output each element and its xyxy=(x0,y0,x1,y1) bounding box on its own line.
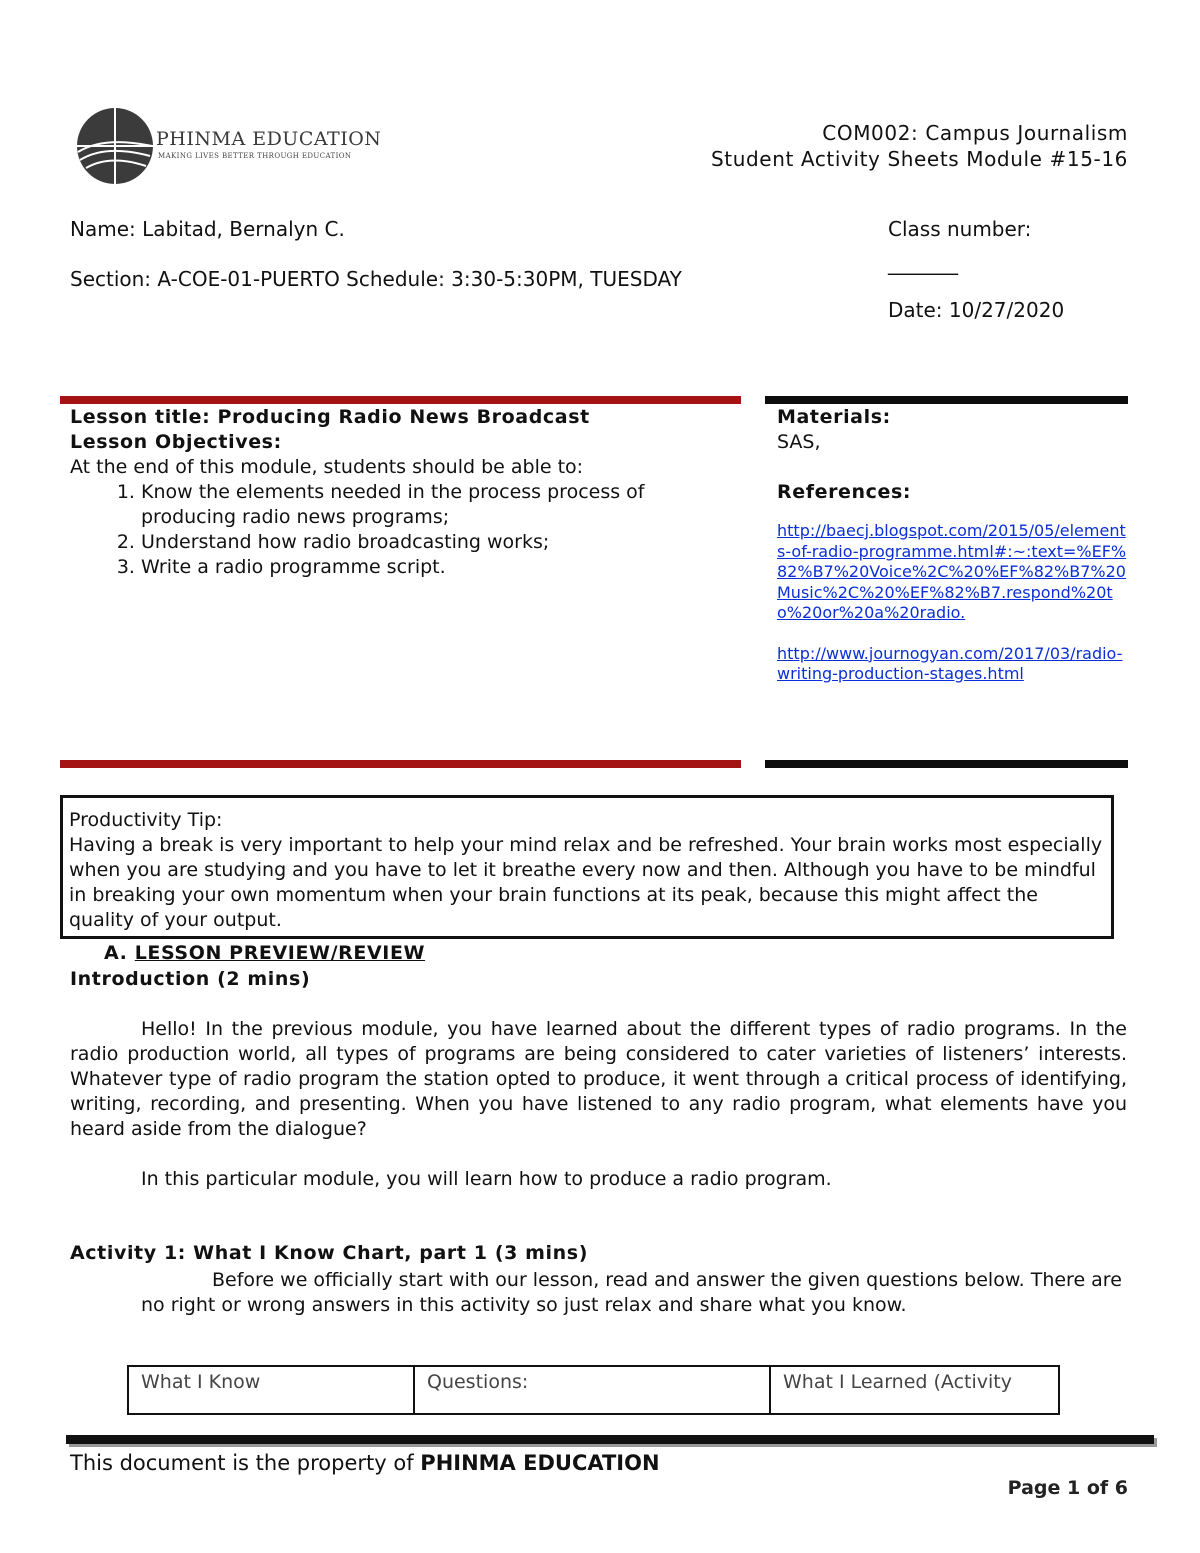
date: Date: 10/27/2020 xyxy=(888,298,1065,322)
activity-heading: Activity 1: What I Know Chart, part 1 (3 mins) xyxy=(70,1242,588,1264)
student-name: Name: Labitad, Bernalyn C. xyxy=(70,217,345,241)
objective-item: 2. Understand how radio broadcasting works; xyxy=(141,530,730,555)
bottom-black-rule xyxy=(765,760,1128,768)
class-number-blank: _______ xyxy=(888,251,958,275)
section-a-letter: A. xyxy=(104,942,128,964)
course-header xyxy=(711,120,1128,172)
logo-wordmark: PHINMA EDUCATION xyxy=(156,128,382,150)
objectives-intro: At the end of this module, students should be able to: xyxy=(70,456,584,478)
reference-link[interactable]: http://www.journogyan.com/2017/03/radio-writing-production-stages.html xyxy=(777,643,1123,683)
tip-text: Having a break is very important to help your mind relax and be refreshed. Your brain works most especially when you are studying and you have to let it breathe every now and then. Although you have to be mindful in breaking your own momentum when your brain functions at its peak, because this might affect the quality of your output. xyxy=(69,834,1103,931)
materials-value: SAS, xyxy=(777,431,821,453)
section-a-heading xyxy=(104,942,425,964)
references-label: References: xyxy=(777,481,912,503)
what-i-know-chart xyxy=(127,1365,1060,1415)
tip-label: Productivity Tip: xyxy=(69,809,223,831)
column-what-i-learned[interactable]: What I Learned (Activity xyxy=(770,1366,1059,1414)
footer-property-owner: PHINMA EDUCATION xyxy=(420,1451,660,1475)
introduction-body xyxy=(70,1017,1127,1142)
top-red-rule xyxy=(60,396,741,404)
page-number: Page 1 of 6 xyxy=(1007,1477,1128,1499)
lesson-title: Lesson title: Producing Radio News Broadcast xyxy=(70,406,590,428)
class-number-label: Class number: xyxy=(888,217,1032,241)
section-a-title: LESSON PREVIEW/REVIEW xyxy=(134,942,426,964)
logo-emblem-icon xyxy=(74,106,156,186)
introduction-heading: Introduction (2 mins) xyxy=(70,968,311,990)
activity-instructions-text: Before we officially start with our lesson, read and answer the given questions below. There are no right or wrong answers in this activity so just relax and share what you know. xyxy=(141,1269,1122,1316)
lesson-info xyxy=(70,405,730,580)
objective-item: 3. Write a radio programme script. xyxy=(141,555,730,580)
materials-panel xyxy=(777,405,1127,685)
productivity-tip-box xyxy=(60,795,1114,939)
table-row xyxy=(128,1366,1059,1414)
materials-label: Materials: xyxy=(777,406,891,428)
course-title: COM002: Campus Journalism xyxy=(822,121,1128,145)
objectives-list xyxy=(70,480,730,580)
footer-property-prefix: This document is the property of xyxy=(70,1451,421,1475)
column-questions[interactable]: Questions: xyxy=(414,1366,770,1414)
intro-paragraph: Hello! In the previous module, you have learned about the different types of radio programs. In the radio production world, all types of programs are being considered to cater varieties of listeners’ interests. Whatever type of radio program the station opted to produce, it went through a critical process of identifying, writing, recording, and presenting. When you have listened to any radio program, what elements have you heard aside from the dialogue? xyxy=(70,1018,1127,1140)
intro-paragraph-2: In this particular module, you will learn how to produce a radio program. xyxy=(141,1168,832,1190)
footer-rule xyxy=(66,1435,1154,1444)
module-title: Student Activity Sheets Module #15-16 xyxy=(711,147,1128,171)
objective-item: 1. Know the elements needed in the process process of producing radio news programs; xyxy=(141,480,730,530)
logo-tagline: MAKING LIVES BETTER THROUGH EDUCATION xyxy=(158,152,352,160)
activity-instructions xyxy=(141,1268,1131,1318)
reference-link[interactable]: http://baecj.blogspot.com/2015/05/elements-of-radio-programme.html#:~:text=%EF%82%B7%20Voice%2C%20%EF%82%B7%20Music%2C%20%EF%82%B7.respond%20to%20or%20a%20radio. xyxy=(777,521,1127,622)
bottom-red-rule xyxy=(60,760,741,768)
top-black-rule xyxy=(765,396,1128,404)
section-schedule: Section: A-COE-01-PUERTO Schedule: 3:30-5:30PM, TUESDAY xyxy=(70,267,682,291)
footer-property xyxy=(70,1451,660,1475)
objectives-label: Lesson Objectives: xyxy=(70,431,282,453)
column-what-i-know[interactable]: What I Know xyxy=(128,1366,414,1414)
